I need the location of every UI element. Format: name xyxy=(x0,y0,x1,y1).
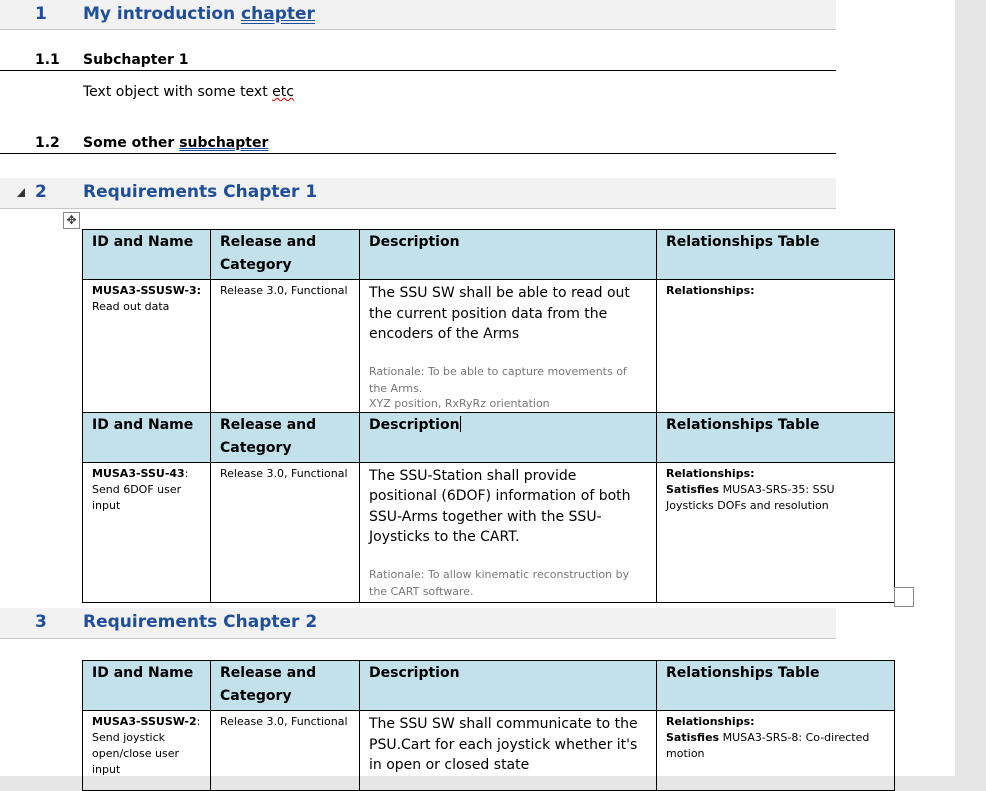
collapse-triangle-icon[interactable] xyxy=(17,188,25,197)
req-relationships-cell[interactable]: Relationships: Satisfies MUSA3-SRS-8: Co-directed motion xyxy=(657,711,895,791)
heading-1[interactable] xyxy=(0,0,836,30)
header-release[interactable]: Release and Category xyxy=(211,412,360,462)
header-id[interactable]: ID and Name xyxy=(83,661,211,711)
table-resize-handle[interactable] xyxy=(894,587,914,607)
header-relationships[interactable]: Relationships Table xyxy=(657,661,895,711)
req-release-cell[interactable]: Release 3.0, Functional xyxy=(211,280,360,413)
heading-title: Requirements Chapter 1 xyxy=(83,182,318,202)
req-id-cell[interactable]: MUSA3-SSU-43: Send 6DOF user input xyxy=(83,462,211,602)
table-header-row xyxy=(83,230,895,280)
table-row xyxy=(83,280,895,413)
req-description-cell[interactable]: The SSU SW shall be able to read out the current position data from the encoders of the Arms Rationale: To be able to capture movements of the Arms. XYZ position, RxRyRz orientation xyxy=(360,280,657,413)
header-release[interactable]: Release and Category xyxy=(211,661,360,711)
heading-1-2[interactable] xyxy=(0,133,836,154)
table-header-row xyxy=(83,661,895,711)
heading-number: 1 xyxy=(35,4,47,24)
req-description-cell[interactable]: The SSU-Station shall provide positional (6DOF) information of both SSU-Arms together with the SSU-Joysticks to the CART. Rationale: To allow kinematic reconstruction by the CART software. xyxy=(360,462,657,602)
req-id-cell[interactable]: MUSA3-SSUSW-3: Read out data xyxy=(83,280,211,413)
requirements-table-2 xyxy=(82,660,895,791)
heading-2[interactable] xyxy=(0,178,836,209)
req-relationships-cell[interactable]: Relationships: Satisfies MUSA3-SRS-35: SSU Joysticks DOFs and resolution xyxy=(657,462,895,602)
heading-title: Some other subchapter xyxy=(83,135,269,151)
req-release-cell[interactable]: Release 3.0, Functional xyxy=(211,711,360,791)
req-id-cell[interactable]: MUSA3-SSUSW-2: Send joystick open/close user input xyxy=(83,711,211,791)
table-row xyxy=(83,462,895,602)
req-relationships-cell[interactable]: Relationships: xyxy=(657,280,895,413)
heading-title: My introduction chapter xyxy=(83,4,315,24)
header-description[interactable]: Description xyxy=(360,661,657,711)
heading-number: 1.2 xyxy=(35,135,60,151)
heading-1-1[interactable] xyxy=(0,50,836,71)
heading-number: 3 xyxy=(35,612,47,632)
req-description-cell[interactable]: The SSU SW shall communicate to the PSU.Cart for each joystick whether it's in open or closed state xyxy=(360,711,657,791)
header-id[interactable]: ID and Name xyxy=(83,230,211,280)
heading-number: 2 xyxy=(35,182,47,202)
text-cursor xyxy=(460,416,461,432)
table-header-row xyxy=(83,412,895,462)
right-margin-area xyxy=(955,0,986,776)
heading-title: Subchapter 1 xyxy=(83,52,189,68)
heading-number: 1.1 xyxy=(35,52,60,68)
table-move-handle-icon[interactable]: ✥ xyxy=(63,212,80,229)
requirements-table-1 xyxy=(82,229,895,603)
header-relationships[interactable]: Relationships Table xyxy=(657,412,895,462)
header-relationships[interactable]: Relationships Table xyxy=(657,230,895,280)
header-description[interactable]: Description xyxy=(360,412,657,462)
body-text[interactable]: Text object with some text etc xyxy=(83,84,294,100)
header-release[interactable]: Release and Category xyxy=(211,230,360,280)
heading-3[interactable] xyxy=(0,608,836,639)
table-row xyxy=(83,711,895,791)
heading-title: Requirements Chapter 2 xyxy=(83,612,318,632)
header-description[interactable]: Description xyxy=(360,230,657,280)
req-release-cell[interactable]: Release 3.0, Functional xyxy=(211,462,360,602)
header-id[interactable]: ID and Name xyxy=(83,412,211,462)
